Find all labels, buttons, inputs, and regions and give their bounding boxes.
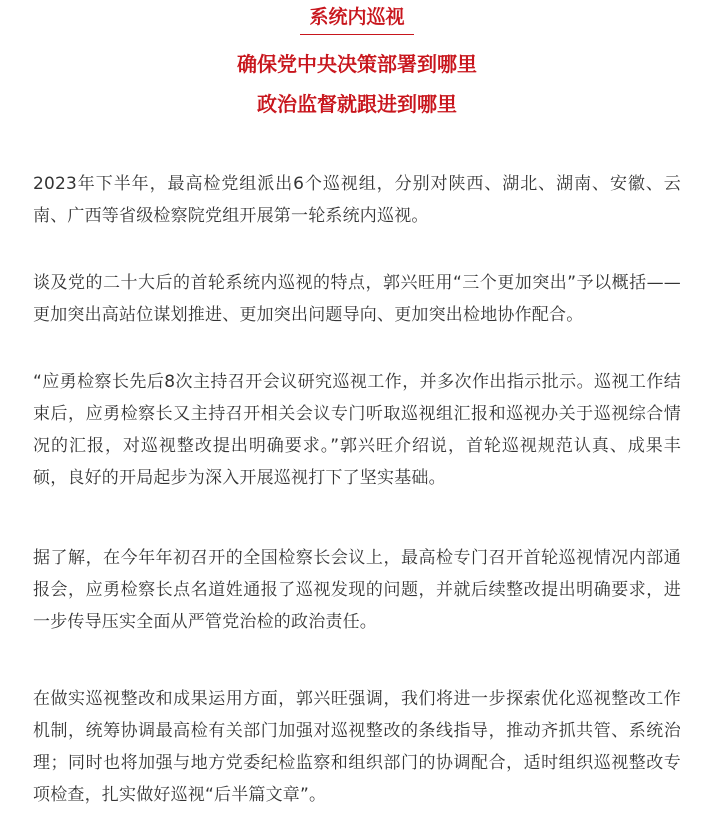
- paragraph-4: 据了解，在今年年初召开的全国检察长会议上，最高检专门召开首轮巡视情况内部通报会，应勇检察长点名道姓通报了巡视发现的问题，并就后续整改提出明确要求，进一步传导压实全面从严管党治检的政治责任。: [33, 548, 681, 632]
- headline-line-1: 确保党中央决策部署到哪里: [237, 52, 477, 76]
- headline-line-2: 政治监督就跟进到哪里: [257, 92, 457, 116]
- paragraph-3: “应勇检察长先后8次主持召开会议研究巡视工作，并多次作出指示批示。巡视工作结束后，应勇检察长又主持召开相关会议专门听取巡视组汇报和巡视办关于巡视综合情况的汇报，对巡视整改提出明确要求。”郭兴旺介绍说，首轮巡视规范认真、成果丰硕，良好的开局起步为深入开展巡视打下了坚实基础。: [33, 372, 681, 488]
- section-divider: [300, 34, 414, 35]
- section-label: 系统内巡视: [309, 6, 405, 28]
- paragraph-2: 谈及党的二十大后的首轮系统内巡视的特点，郭兴旺用“三个更加突出”予以概括——更加突出高站位谋划推进、更加突出问题导向、更加突出检地协作配合。: [33, 273, 681, 325]
- paragraph-5: 在做实巡视整改和成果运用方面，郭兴旺强调，我们将进一步探索优化巡视整改工作机制，统筹协调最高检有关部门加强对巡视整改的条线指导，推动齐抓共管、系统治理；同时也将加强与地方党委纪检监察和组织部门的协调配合，适时组织巡视整改专项检查，扎实做好巡视“后半篇文章”。: [33, 689, 681, 805]
- paragraph-1: 2023年下半年，最高检党组派出6个巡视组，分别对陕西、湖北、湖南、安徽、云南、广西等省级检察院党组开展第一轮系统内巡视。: [33, 174, 681, 226]
